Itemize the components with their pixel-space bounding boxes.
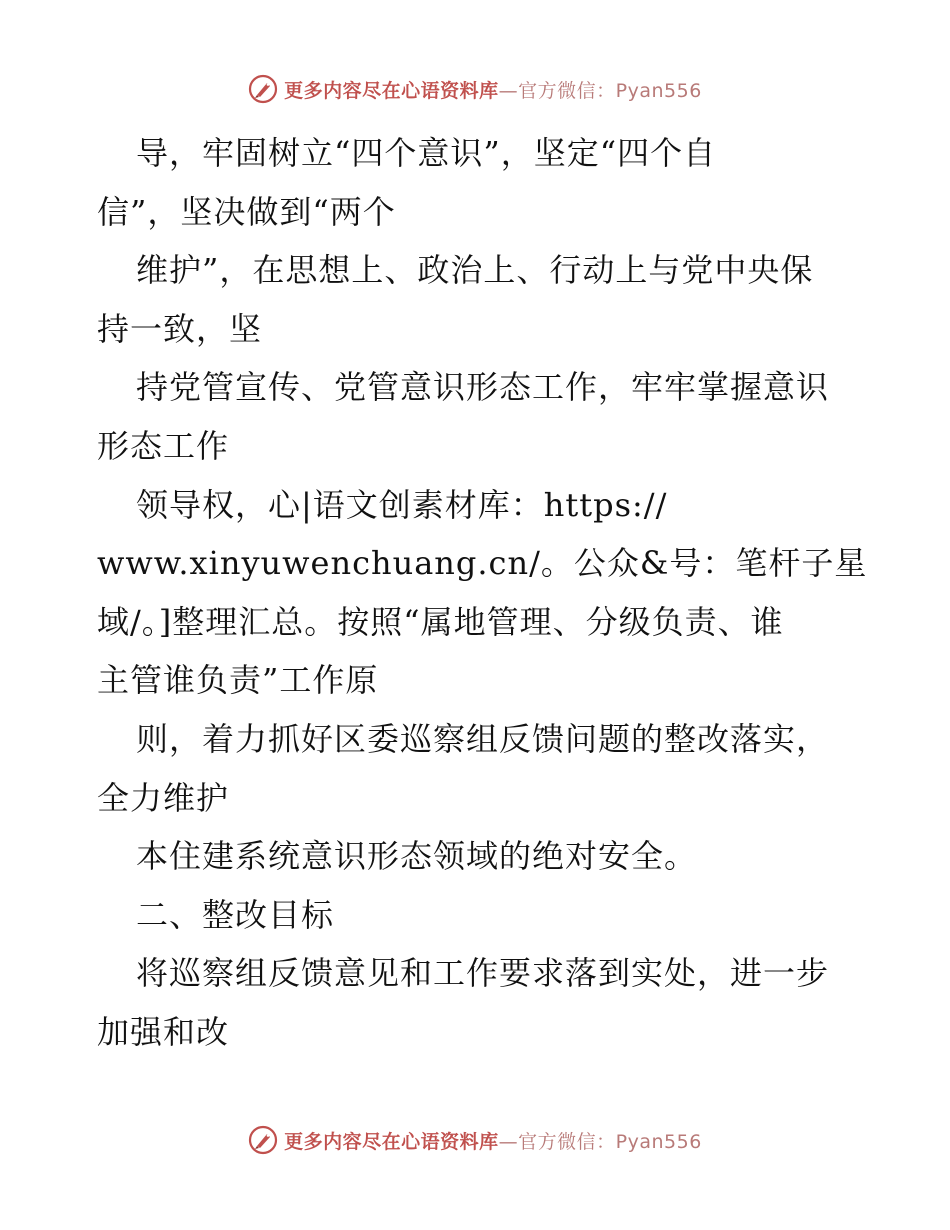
body-line: 本住建系统意识形态领域的绝对安全。 [136, 837, 698, 876]
body-line: 形态工作 [97, 426, 230, 465]
body-line: 域/。]整理汇总。按照“属地管理、分级负责、谁 [97, 602, 784, 641]
body-line: 导，牢固树立“四个意识”，坚定“四个自 [136, 134, 717, 172]
body-line: 主管谁负责”工作原 [97, 661, 379, 700]
header-text-wechat: 官方微信：Pyan556 [518, 79, 702, 102]
header-text [284, 76, 702, 103]
body-line: 持一致，坚 [97, 309, 263, 348]
section-heading: 二、整改目标 [136, 895, 335, 934]
body-line: 维护”，在思想上、政治上、行动上与党中央保 [136, 251, 814, 290]
body-line: 持党管宣传、党管意识形态工作，牢牢掌握意识 [136, 368, 830, 407]
body-line: 则，着力抓好区委巡察组反馈问题的整改落实， [136, 719, 830, 758]
footer-banner [0, 1124, 950, 1156]
pen-nib-logo-icon [248, 74, 278, 104]
body-line: 加强和改 [97, 1012, 230, 1051]
footer-text-main: 更多内容尽在心语资料库 [284, 1130, 499, 1153]
document-body [97, 124, 868, 1062]
body-line: 将巡察组反馈意见和工作要求落到实处，进一步 [136, 954, 830, 993]
body-line: www.xinyuwenchuang.cn/。公众&号：笔杆子星 [97, 544, 868, 583]
footer-text-wechat: 官方微信：Pyan556 [518, 1130, 702, 1153]
body-line: 信”，坚决做到“两个 [97, 192, 396, 231]
header-text-separator: — [498, 79, 519, 102]
header-text-main: 更多内容尽在心语资料库 [284, 79, 499, 102]
footer-text-separator: — [498, 1130, 519, 1153]
body-line: 全力维护 [97, 778, 230, 817]
header-banner [0, 73, 950, 105]
body-line: 领导权，心|语文创素材库：https:// [136, 485, 668, 524]
footer-text [284, 1127, 702, 1154]
pen-nib-logo-icon [248, 1125, 278, 1155]
